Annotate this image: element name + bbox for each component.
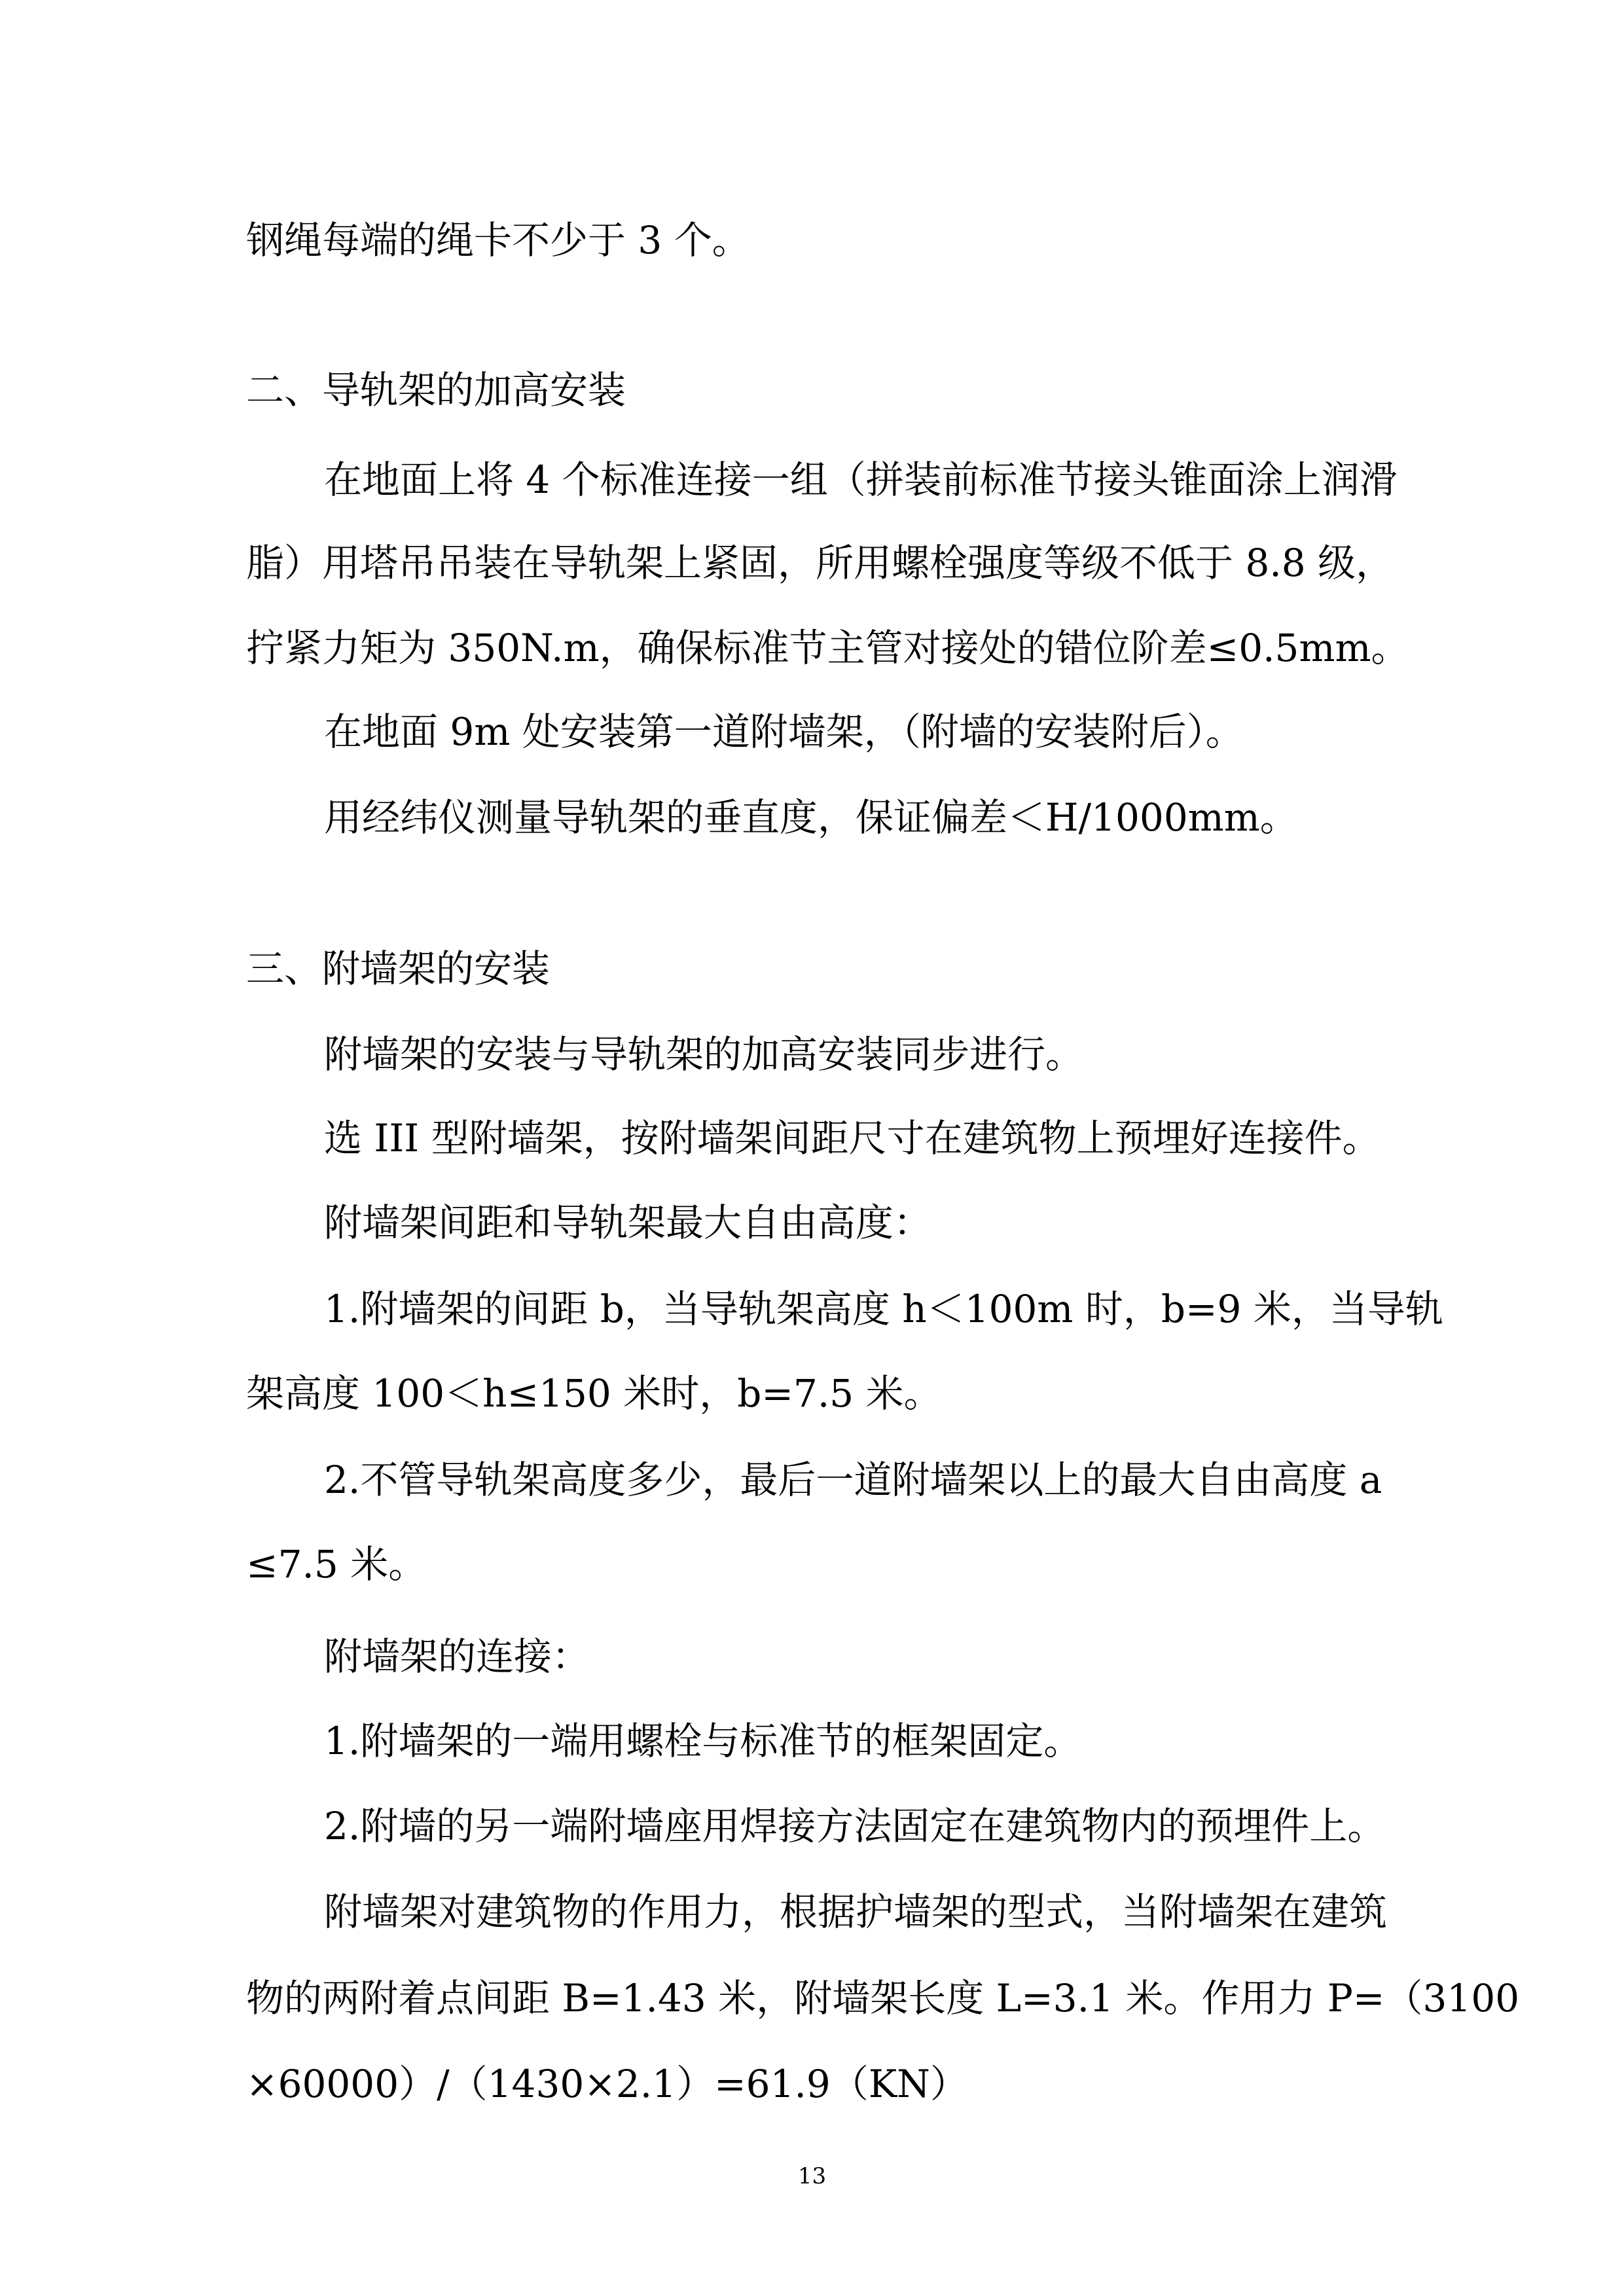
paragraph-line: 架高度 100＜h≤150 米时，b=7.5 米。 (246, 1371, 942, 1416)
section-heading: 三、附墙架的安装 (246, 946, 550, 991)
paragraph-line: 1.附墙架的一端用螺栓与标准节的框架固定。 (324, 1719, 1082, 1763)
paragraph-line: 在地面 9m 处安装第一道附墙架，（附墙的安装附后）。 (324, 709, 1244, 754)
section-heading: 二、导轨架的加高安装 (246, 368, 626, 412)
paragraph-line: 2.不管导轨架高度多少，最后一道附墙架以上的最大自由高度 a (324, 1458, 1382, 1502)
paragraph-line: 附墙架的安装与导轨架的加高安装同步进行。 (324, 1032, 1084, 1077)
paragraph-line: 拧紧力矩为 350N.m，确保标准节主管对接处的错位阶差≤0.5mm。 (246, 626, 1409, 670)
paragraph-line: 附墙架间距和导轨架最大自由高度： (324, 1200, 932, 1245)
paragraph-line: 用经纬仪测量导轨架的垂直度，保证偏差＜H/1000mm。 (324, 795, 1298, 840)
paragraph-line: 物的两附着点间距 B=1.43 米，附墙架长度 L=3.1 米。作用力 P=（3100 (246, 1976, 1520, 2020)
paragraph-line: 2.附墙的另一端附墙座用焊接方法固定在建筑物内的预埋件上。 (324, 1804, 1386, 1848)
paragraph-line: 1.附墙架的间距 b，当导轨架高度 h＜100m 时，b=9 米，当导轨 (324, 1287, 1443, 1331)
paragraph-line: 附墙架的连接： (324, 1634, 590, 1679)
paragraph-line: ≤7.5 米。 (246, 1542, 427, 1587)
paragraph-line: 钢绳每端的绳卡不少于 3 个。 (246, 218, 750, 262)
paragraph-line: 在地面上将 4 个标准连接一组（拼装前标准节接头锥面涂上润滑 (324, 457, 1398, 502)
page-number: 13 (797, 2163, 827, 2189)
paragraph-line: 附墙架对建筑物的作用力，根据护墙架的型式，当附墙架在建筑 (324, 1890, 1388, 1934)
paragraph-line: 选 III 型附墙架，按附墙架间距尺寸在建筑物上预埋好连接件。 (324, 1116, 1380, 1160)
paragraph-line: 脂）用塔吊吊装在导轨架上紧固，所用螺栓强度等级不低于 8.8 级， (246, 541, 1394, 585)
paragraph-line: ×60000）/（1430×2.1）=61.9（KN） (246, 2062, 968, 2106)
